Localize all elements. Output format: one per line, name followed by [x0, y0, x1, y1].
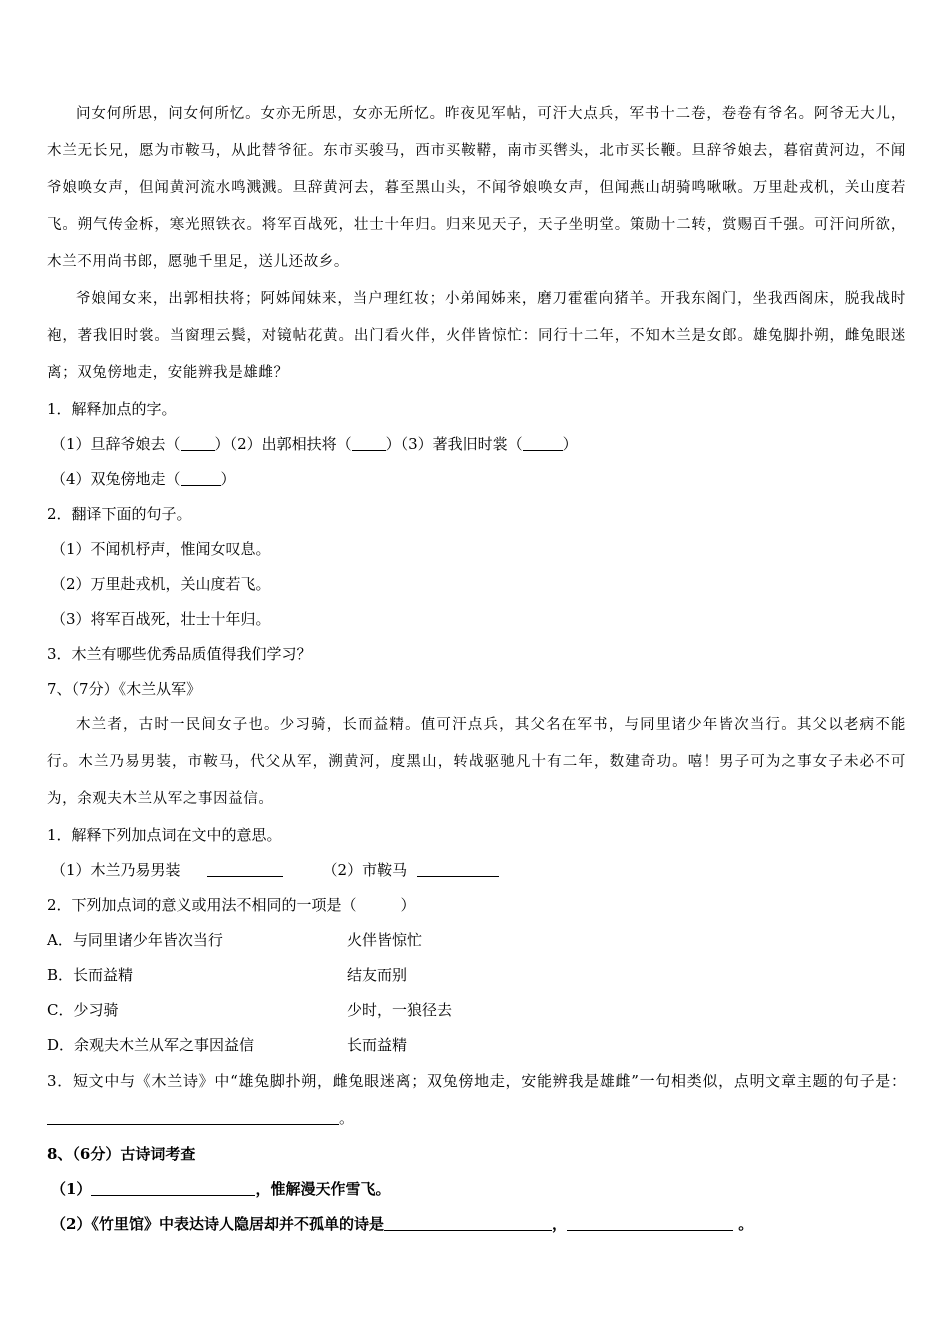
s7-q1-title: 1．解释下列加点词在文中的意思。 — [47, 826, 282, 844]
q1-blank-c[interactable] — [523, 435, 563, 451]
s7-q2-option-b[interactable]: B．长而益精 结友而别 — [47, 966, 408, 984]
mulan-congjun-passage: 木兰者，古时一民间女子也。少习骑，长而益精。值可汗点兵，其父名在军书，与同里诸少年皆次当行。其父以老病不能行。木兰乃易男装，市鞍马，代父从军，溯黄河，度黑山，转战驱驰凡十有二年，数建奇功。嘻！男子可为之事女子未必不可为，余观夫木兰从军之事因益信。 — [47, 717, 906, 807]
q2-sentence-3: （3）将军百战死，壮士十年归。 — [51, 610, 271, 628]
q1-title: 1．解释加点的字。 — [47, 400, 177, 418]
s7-q1-blank-a[interactable] — [207, 861, 283, 877]
s7-q1-item-a: （1）木兰乃易男装 — [51, 861, 181, 879]
q1-item-b: （2）出郭相扶将（ — [229, 435, 352, 453]
s7-q2-option-a[interactable]: A．与同里诸少年皆次当行 火伴皆惊忙 — [47, 931, 423, 949]
s7-q1-blank-b[interactable] — [417, 861, 499, 877]
q1-item-c: （3）著我旧时裳（ — [400, 435, 523, 453]
section7-heading: 7、（7分）《木兰从军》 — [47, 680, 202, 698]
s7-q1-item-b: （2）市鞍马 — [322, 861, 408, 879]
s8-line-2: （2）《竹里馆》中表达诗人隐居却并不孤单的诗是 ， 。 — [51, 1215, 754, 1233]
q1-blank-b[interactable] — [352, 435, 386, 451]
section8-heading: 8、（6分）古诗词考查 — [47, 1145, 196, 1163]
q2-title: 2．翻译下面的句子。 — [47, 505, 192, 523]
q2-sentence-1: （1）不闻机杼声，惟闻女叹息。 — [51, 540, 271, 558]
s7-q2-option-c[interactable]: C．少习骑 少时，一狼径去 — [47, 1001, 453, 1019]
s8-blank-1[interactable] — [91, 1180, 255, 1196]
q3-title: 3．木兰有哪些优秀品质值得我们学习？ — [47, 645, 312, 663]
s8-blank-3[interactable] — [567, 1215, 733, 1231]
s8-blank-2[interactable] — [384, 1215, 552, 1231]
q1-items-row-1: （1）旦辞爷娘去（ ）（2）出郭相扶将（ ）（3）著我旧时裳（ ） — [51, 435, 578, 453]
s7-q2-title: 2．下列加点词的意义或用法不相同的一项是（ ） — [47, 896, 416, 914]
q2-sentence-2: （2）万里赴戎机，关山度若飞。 — [51, 575, 271, 593]
q1-item-d: （4）双兔傍地走（ — [51, 470, 181, 488]
q1-blank-a[interactable] — [181, 435, 215, 451]
s7-q3: 3．短文中与《木兰诗》中“雄兔脚扑朔，雌兔眼迷离；双兔傍地走，安能辨我是雄雌”一句相类似，点明文章主题的句子是：。 — [47, 1072, 906, 1127]
s7-q2-option-d[interactable]: D．余观夫木兰从军之事因益信 长而益精 — [47, 1036, 408, 1054]
s7-q3-blank[interactable] — [47, 1109, 339, 1125]
q1-blank-d[interactable] — [181, 470, 221, 486]
q1-items-row-2: （4）双兔傍地走（ ） — [51, 470, 236, 488]
q1-item-a: （1）旦辞爷娘去（ — [51, 435, 181, 453]
s8-line-1: （1） ，惟解漫天作雪飞。 — [51, 1180, 391, 1198]
s7-q1-items — [47, 853, 906, 888]
mulan-poem-para-1: 问女何所思，问女何所忆。女亦无所思，女亦无所忆。昨夜见军帖，可汗大点兵，军书十二卷，卷卷有爷名。阿爷无大儿，木兰无长兄，愿为市鞍马，从此替爷征。东市买骏马，西市买鞍鞯，南市买辔头，北市买长鞭。旦辞爷娘去，暮宿黄河边，不闻爷娘唤女声，但闻黄河流水鸣溅溅。旦辞黄河去，暮至黑山头，不闻爷娘唤女声，但闻燕山胡骑鸣啾啾。万里赴戎机，关山度若飞。朔气传金柝，寒光照铁衣。将军百战死，壮士十年归。归来见天子，天子坐明堂。策勋十二转，赏赐百千强。可汗问所欲，木兰不用尚书郎，愿驰千里足，送儿还故乡。 — [47, 106, 906, 270]
mulan-poem-para-2: 爷娘闻女来，出郭相扶将；阿姊闻妹来，当户理红妆；小弟闻姊来，磨刀霍霍向猪羊。开我东阁门，坐我西阁床，脱我战时袍，著我旧时裳。当窗理云鬓，对镜帖花黄。出门看火伴，火伴皆惊忙：同行十二年，不知木兰是女郎。雄兔脚扑朔，雌兔眼迷离；双兔傍地走，安能辨我是雄雌？ — [47, 291, 906, 381]
